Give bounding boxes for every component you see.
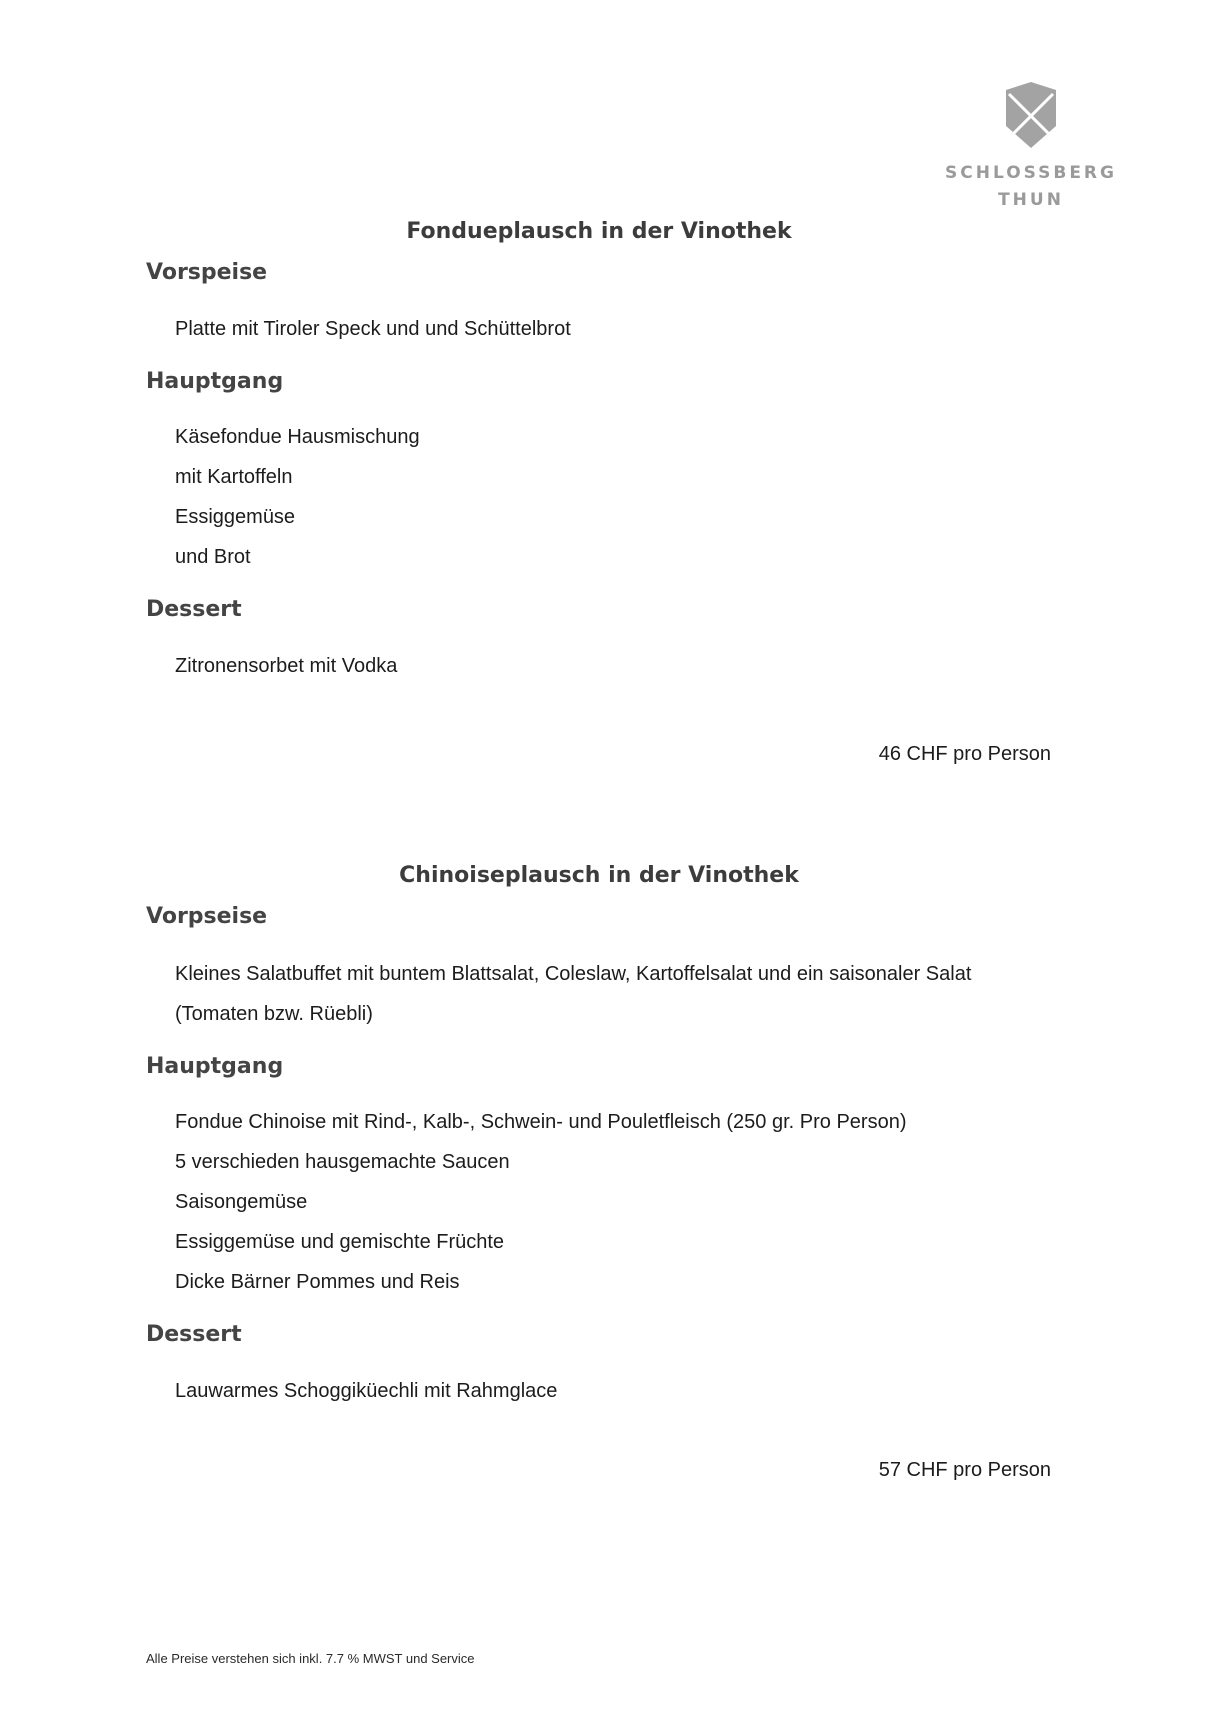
menu-item: Platte mit Tiroler Speck und und Schüttelbrot <box>175 318 571 340</box>
menu-item: 5 verschieden hausgemachte Saucen <box>175 1151 510 1173</box>
menu-item: Dicke Bärner Pommes und Reis <box>175 1271 460 1293</box>
menu-item: Zitronensorbet mit Vodka <box>175 655 398 677</box>
menu-title: Chinoiseplausch in der Vinothek <box>399 863 799 888</box>
menu-item: Essiggemüse <box>175 506 296 528</box>
menu-item: Kleines Salatbuffet mit buntem Blattsalat, Coleslaw, Kartoffelsalat und ein saisonaler Salat <box>175 963 972 985</box>
menu-item: Saisongemüse <box>175 1191 308 1213</box>
course-heading: Hauptgang <box>146 369 284 394</box>
schlossberg-logo <box>945 82 1117 214</box>
logo-text-line2: THUN <box>998 190 1064 210</box>
price: 57 CHF pro Person <box>878 1459 1051 1481</box>
menu-item: Lauwarmes Schoggiküechli mit Rahmglace <box>175 1380 558 1402</box>
course-heading: Dessert <box>146 597 242 622</box>
menu-item: und Brot <box>175 546 251 568</box>
menu-title: Fondueplausch in der Vinothek <box>406 219 792 244</box>
course-heading: Vorpseise <box>146 904 268 929</box>
menu-item: (Tomaten bzw. Rüebli) <box>175 1003 373 1025</box>
menu-item: mit Kartoffeln <box>175 466 293 488</box>
course-heading: Vorspeise <box>146 260 268 285</box>
price: 46 CHF pro Person <box>878 743 1051 765</box>
course-heading: Hauptgang <box>146 1054 284 1079</box>
menu-item: Käsefondue Hausmischung <box>175 426 420 448</box>
logo-text-line1: SCHLOSSBERG <box>945 163 1117 183</box>
course-heading: Dessert <box>146 1322 242 1347</box>
footer-note: Alle Preise verstehen sich inkl. 7.7 % MWST und Service <box>146 1651 475 1666</box>
menu-item: Essiggemüse und gemischte Früchte <box>175 1231 505 1253</box>
shield-cross-icon <box>1006 82 1056 148</box>
menu-item: Fondue Chinoise mit Rind-, Kalb-, Schwein- und Pouletfleisch (250 gr. Pro Person) <box>175 1111 907 1133</box>
